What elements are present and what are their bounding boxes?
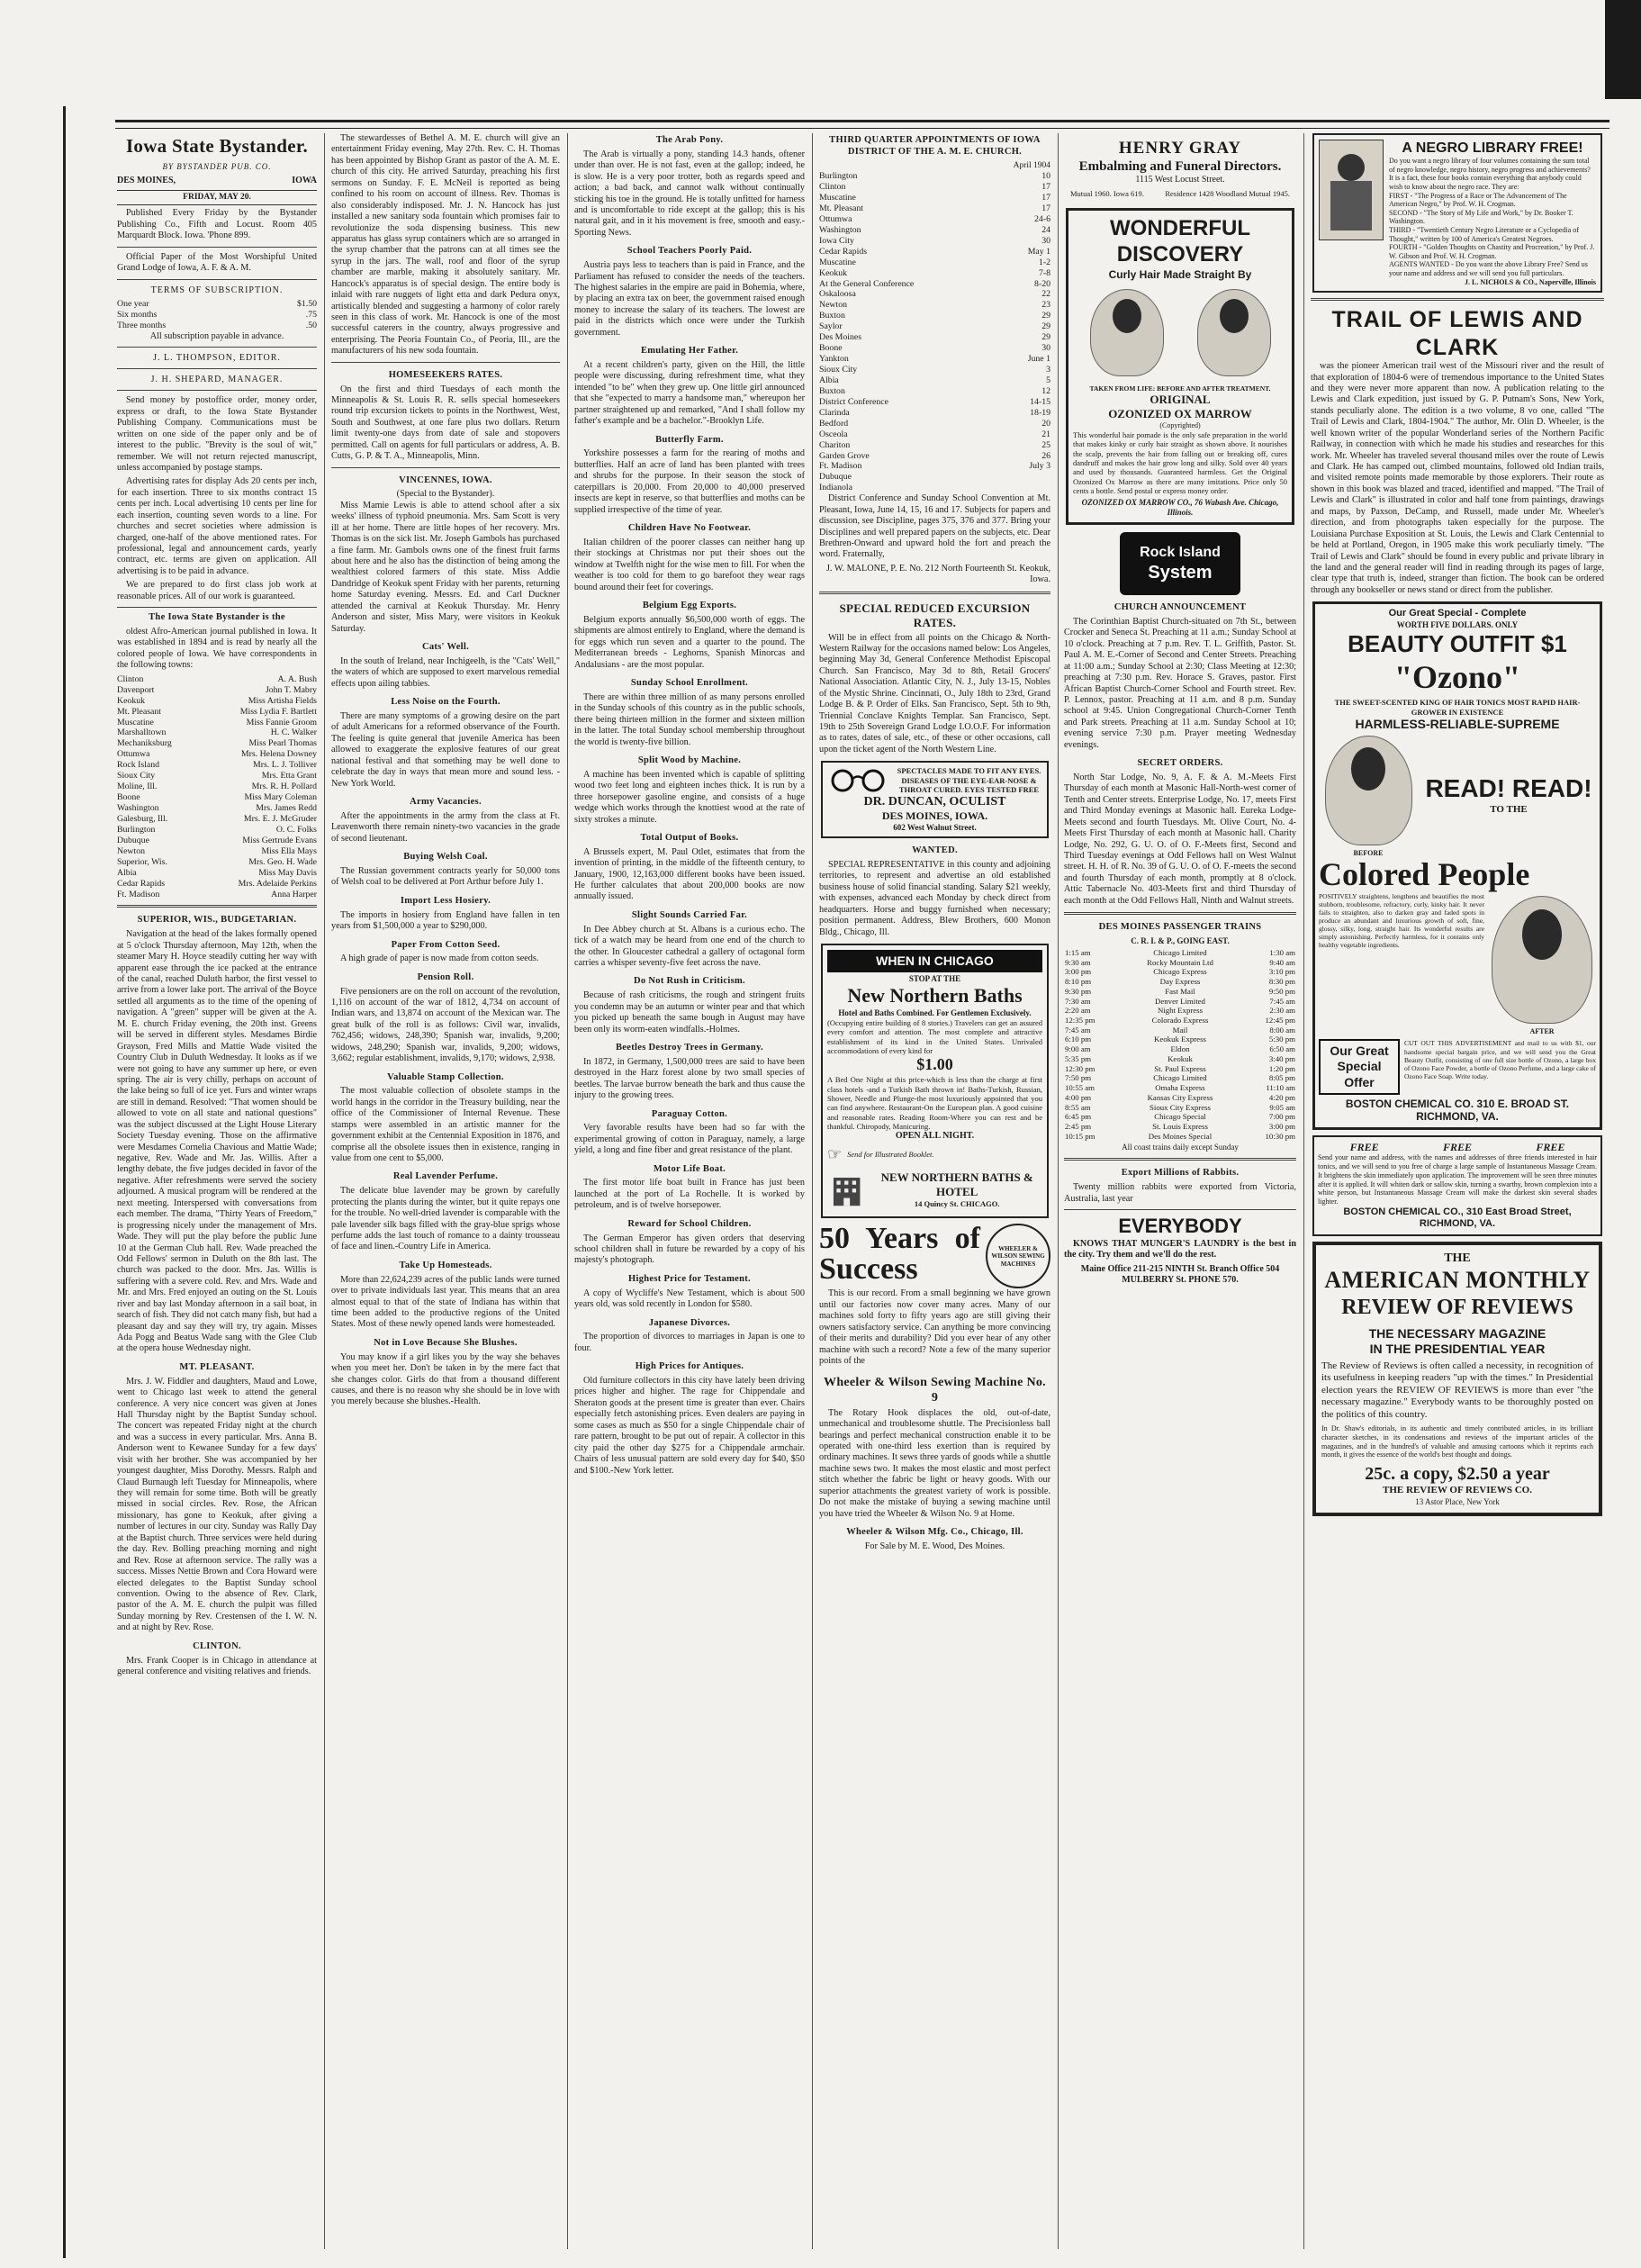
free-sample-ad bbox=[1312, 1135, 1602, 1236]
ozono-harmless: HARMLESS-RELIABLE-SUPREME bbox=[1355, 717, 1560, 731]
gray-phone2: Residence 1428 Woodland Mutual 1945. bbox=[1165, 188, 1290, 198]
superior-article: Navigation at the head of the lakes formally opened at 5 o'clock Thursday afternoon, May 12th, when the steamer Mary H. Hoyce steadily cutting her way with apparent ease through the ice packed at the entrance of the canal, reached Duluth harbor, the first vessel to arrive from a lower lake port. The arrival of the Boyce settled all arguments as to the time of the opening of navigation. A "green" supper will be given at the A. M. E. church Friday evening, the 20th inst. Greens will be served in different styles. Mesdames Birdie Grayson, Fred Mills and Mattie Wade visited the Country Club in Duluth Wednesday. It looks as if we were not going to have any summer up here, or even spring. The air is very chilly, perhaps on account of the lake being so full of ice yet. Furs and winter wraps are still in demand. Resolved: "That women should be allowed to vote on all state and national questions" was the subject discussed at the Light House Literary Society Tuesday evening. Those on the affirmative were Mesdames Cornelia Chavious and Mattie Wade; negative, Rev. Wade and Mr. Jas. Willis. After a lengthy debate, the five judges decided in favor of the negative. After refreshments were served the society adjourned. A musical program will be rendered at the next meeting. Interspersed with conversations from each member. The drama, "Thirty Years of Freedom," is progressing nicely under the management of Mrs. Wade. They will put the play before the public June 10 at the German Club hall. Rev. Wade preached the Odd Fellows' sermon in Duluth on the 8th last. The church was packed to the door. Mrs. Jas. Willis is suffering with a severe cold. Rev. and Mrs. Wade and Mr. and Mrs. Fred enjoyed an outing on the St. Louis river and bay last Monday afternoon in a sail boat, in search of fish. They did not catch many fish, but had a pleasant day and say they will try, try again. Misses Ada Pogg and Beatus Wade sang with the Glee Club at the opera house Wednesday night. bbox=[117, 929, 317, 1354]
church-headline: CHURCH ANNOUNCEMENT bbox=[1114, 602, 1247, 613]
about-title: The Iowa State Bystander is the bbox=[149, 612, 285, 623]
review-address: 13 Astor Place, New York bbox=[1415, 1496, 1500, 1506]
free-signature: BOSTON CHEMICAL CO., 310 East Broad Street, RICHMOND, VA. bbox=[1343, 1206, 1572, 1230]
teachers-article: Austria pays less to teachers than is paid in France, and the Parliament has refused to consider the needs of the teachers. The highest salaries in the empire are paid in Bohemia, where, by placing an extra tax on beer, the government raised enough money to increase the salary of its teachers. The lowest are paid in the districts which once were under the Turkish government. bbox=[574, 260, 805, 338]
library-book-3: THIRD - "Twentieth Century Negro Literature or a Cyclopedia of Thought," written by 100 of America's Greatest Negroes. bbox=[1389, 225, 1579, 243]
butterfly-article: Yorkshire possesses a farm for the rearing of moths and butterflies. Half an acre of land has been planted with trees and shrubs for the purpose. In their season the stock of caterpillars is 20,000. From 20,000 to 40,000 preserved insects are kept in reserve, so that butterflies and moths can be supplied irrespective of the time of year. bbox=[574, 448, 805, 515]
chicago-address: 14 Quincy St. CHICAGO. bbox=[914, 1199, 1000, 1209]
table-row: 2:45 pm St. Louis Express 3:00 pm bbox=[1065, 1121, 1295, 1131]
ozono-after-portrait bbox=[1492, 896, 1592, 1024]
table-row: 6:45 pm Chicago Special 7:00 pm bbox=[1065, 1112, 1295, 1122]
father-headline: Emulating Her Father. bbox=[640, 346, 739, 357]
homeseekers-article: On the first and third Tuesdays of each month the Minneapolis & St. Louis R. R. sells special homeseekers round trip excursion tickets to points in the Northwest, West, South and Southwest, at one fare plus two dollars. Return limit twenty-one days from date of sale and stopovers permitted. Call on agents for full particulars or address, A. B. Cutts, G. P. & T. A., Minneapolis, Minn. bbox=[331, 384, 560, 462]
secret-article: North Star Lodge, No. 9, A. F. & A. M.-Meets First Thursday of each month at Masonic Hall-North-west corner of Tenth and Center streets. Enterprise Lodge, No. 17, meets First and Third Monday evenings at Masonic hall. Eureka Lodge-Meets second and fourth Tuesdays. Mt. Olive Court, No. 4-Meets First Thursday of each month at Masonic hall. Charity Lodge, No. 292, G. U. O. of O. F.-Meets first, Second and Third Tuesday evenings at Odd Fellows hall on West Walnut street. H. H. of R. No. 39 of G. U. O. of O. F.-meets the second and fourth Thursday of each month, promptly at 8 o'clock. Attic Tabernacle No. 403-Meets first and third Thursday of each month at the Odd Fellows Hall, Ninth and Walnut streets. bbox=[1064, 772, 1296, 906]
ozono-before-label: BEFORE bbox=[1353, 849, 1384, 858]
table-row: Sioux City 3 bbox=[819, 365, 1050, 375]
noise-article: There are many symptoms of a growing desire on the part of adult Americans for a reformed observance of the Fourth. The feeling is quite general that juvenile America has been allowed to exaggerate the explosive features of our great national festival and that something may be well done to celebrate the day in ways that mean more and sound less. -New York World. bbox=[331, 711, 560, 789]
appointments-signature: J. W. MALONE, P. E. No. 212 North Fourteenth St. Keokuk, Iowa. bbox=[825, 563, 1050, 585]
pension-headline: Pension Roll. bbox=[417, 971, 474, 982]
free-label: FREE bbox=[1536, 1140, 1565, 1153]
column-divider bbox=[1058, 133, 1059, 2249]
church-article: The Corinthian Baptist Church-situated on 7th St., between Crocker and Seneca St. Preaching at 11 a.m.; Sunday School at 10 o'clock. Preaching at 7 p.m. Rev. T. L. Griffith, Pastor. St. Paul A. M. E.-Corner of Second and Center Streets. Preaching at 11:00 a.m.; Sunday School at 2:30; Class Meeting at 12:30; preaching at 7:30 p.m. Rev. Horace S. Graves, pastor. First African Baptist Church-Corner School and Fourth street. Rev. P. Lennox, pastor. Preaching at 11 a.m. and 8 p.m. Sunday school at 9:45. Union Congregational Church-Corner Tenth and Park streets. Preaching at 11 a.m. Sunday School at 10; evening service 7:30 p.m. Prayer meeting Wednesday evenings. bbox=[1064, 616, 1296, 750]
lavender-article: The delicate blue lavender may be grown by carefully protecting the plants during the winter, but it quite repays one for the trouble. No well-dried lavender is comparable with the pale lavender silk bags filled with the gray-blue sprigs whose perfume adds the last touch of romance to a dainty trousseau of face and linen.-Country Life in America. bbox=[331, 1186, 560, 1252]
agents-list bbox=[117, 674, 317, 900]
blushes-article: You may know if a girl likes you by the way she behaves when you meet her. Don't be taken in by the mere fact that she changes color. Girls do that from a thousand different causes, and there is no reason why she should be in love with you merely because she blushes.-Health. bbox=[331, 1351, 560, 1407]
masthead-state: IOWA bbox=[292, 175, 317, 185]
pointing-hand-icon: ☞ bbox=[827, 1144, 843, 1163]
ozono-subtitle: THE SWEET-SCENTED KING OF HAIR TONICS MOST RAPID HAIR-GROWER IN EXISTENCE bbox=[1334, 698, 1581, 717]
vincennes-subhead: (Special to the Bystander). bbox=[396, 489, 495, 500]
ozono-before-portrait bbox=[1325, 736, 1412, 845]
catswell-headline: Cats' Well. bbox=[421, 642, 470, 653]
table-row: Mt. Pleasant 17 bbox=[819, 203, 1050, 213]
table-row: Muscatine 17 bbox=[819, 193, 1050, 203]
table-row: Clarinda 18-19 bbox=[819, 407, 1050, 418]
list-item: Sioux City Mrs. Etta Grant bbox=[117, 771, 317, 782]
reward-headline: Reward for School Children. bbox=[627, 1218, 752, 1229]
table-row: Chariton 25 bbox=[819, 439, 1050, 450]
books-headline: Total Output of Books. bbox=[640, 832, 739, 843]
review-title2: REVIEW OF REVIEWS bbox=[1341, 1295, 1573, 1319]
list-item: Boone Miss Mary Coleman bbox=[117, 792, 317, 803]
everybody-body: KNOWS THAT MUNGER'S LAUNDRY is the best in the city. Try them and we'll do the rest. bbox=[1064, 1238, 1296, 1261]
free-body: Send your name and address, with the names and addresses of three friends interested in hair tonics, and we will send to you free of charge a large sample of Instantaneous Massage Cream. It brightens the skin immediately upon application. The improvement will be seen three minutes after it is applied. It will whiten dark or sallow skin, turning a swarthy, brown complexion into a white person, but Instantaneous Massage Cream will make the darkest skin several shades lighter. bbox=[1318, 1153, 1597, 1206]
secret-headline: SECRET ORDERS. bbox=[1137, 758, 1223, 769]
scan-dark-corner bbox=[1605, 0, 1641, 99]
catswell-article: In the south of Ireland, near Inchigeelh, is the "Cats' Well," the waters of which are supposed to exert marvelous remedial effects upon ailing tabbies. bbox=[331, 655, 560, 689]
trail-article: was the pioneer American trail west of the Missouri river and the result of that exploration of 1804-6 were of tremendous importance to the United States and they were never more apparent than now. A publication relating to the Lewis and Clark expedition, just issued by G. P. Putnam's Sons, New York, stands peculiarly alone. The edition is a two volume, 8 vo one, called "The Trail of Lewis and Clark, 1804-1904." The author, Mr. Olin D. Wheeler, is the well known writer of the popular Wonderland series of the Northern Pacific Railway, in connection with which he made his studies and researches for this work. Mr. Wheeler has traveled several thousand miles over the route of Lewis and Clark. He has camped out, climbed mountains, followed old Indian trails, and visited remote points made memorable by those explorers. Their route as shown in this book was blazed and traced, identified and mapped. "The Trail of Lewis and Clark" is illustrated in color and half tone from paintings, drawings and maps, by Paxson, DeCamp, and Russell, made under Mr. Wheeler's direction, and from photographs taken especially for the purpose. The Louisiana Purchase Exposition at St. Louis, the Lewis and Clark Centennial to be held at Portland, Oregon, in 1905 make this work peculiarly timely. "The Trail of Lewis and Clark" should be found in every public and private library in the land and the general reader will find in reading through its pages of large, clear type that truth is, indeed, stranger than fiction. The book can be ordered through any bookseller or news stand or direct from the publisher. bbox=[1311, 361, 1604, 595]
hosiery-article: The imports in hosiery from England have fallen in ten years from $1,500,000 a year to $290,000. bbox=[331, 909, 560, 932]
rates-article: Will be in effect from all points on the Chicago & North-Western Railway for the occasions named below: Los Angeles, beginning May 3d, General Conference Methodist Episcopal Church. San Francisco, May 3d to 8th, Retail Grocers' National Association. Atlantic City, N. J., July 13-15, Nobles of the Mystic Shrine. Cincinnati, O., July 18th to 23rd, Grand Lodge B. & P. Order of Elks. San Francisco, Sept. 5th to 9th, Triennial Conclave Knights Templar. San Francisco, Sept. 19th to 25th Sovereign Grand Lodge I.O.O.F. For information as to rates, dates of sale, etc., of these or other occasions, call upon the ticket agent of the North Western Line. bbox=[819, 632, 1050, 754]
table-row: One year $1.50 bbox=[117, 298, 317, 309]
column-divider bbox=[1303, 133, 1304, 2249]
library-signature: J. L. NICHOLS & CO., Naperville, Illinois bbox=[1464, 277, 1596, 286]
about-paragraph: oldest Afro-American journal published in Iowa. It was established in 1894 and is read by nearly all the colored people of Iowa. We have correspondents in the following towns: bbox=[117, 627, 317, 671]
library-title: A NEGRO LIBRARY FREE! bbox=[1402, 140, 1583, 156]
footwear-headline: Children Have No Footwear. bbox=[627, 523, 752, 533]
ox-marrow-ad bbox=[1066, 208, 1294, 525]
list-item: Ottumwa Mrs. Helena Downey bbox=[117, 749, 317, 760]
column-4 bbox=[819, 133, 1050, 2249]
ozono-offer: CUT OUT THIS ADVERTISEMENT and mail to us with $1, our handsome special bargain price, and we will send you the Great Beauty Outfit, consisting of one full size bottle of Ozono, a large box of Ozono Face Powder, a bottle of Ozono Perfume, and a large cake of Ozono Face Soap. Write today. bbox=[1404, 1039, 1596, 1080]
trail-headline: TRAIL OF LEWIS AND CLARK bbox=[1331, 307, 1583, 360]
marrow-name2: OZONIZED OX MARROW bbox=[1108, 407, 1252, 421]
optician-address: 602 West Walnut Street. bbox=[893, 823, 977, 833]
table-row: 3:00 pm Chicago Express 3:10 pm bbox=[1065, 967, 1295, 977]
list-item: Dubuque Miss Gertrude Evans bbox=[117, 835, 317, 845]
table-row: Albia 5 bbox=[819, 375, 1050, 385]
criticism-headline: Do Not Rush in Criticism. bbox=[634, 976, 745, 987]
vincennes-article: Miss Mamie Lewis is able to attend school after a six weeks' illness of typhoid pneumonia. Mrs. Sam Scott is very ill at her home. There are little hopes of her recovery. Mrs. Thomas is on the sick list. Mr. Joseph Gambols has purchased a fine farm. Mr. Gambols owns one of the finest fruit farms about here and he also has the distinction of being among the wealthiest colored farmers of this state. Miss Addie Dandridge of Keokuk spent Friday with her parents, returning home Saturday evening. Messrs. Ed. and Carl Duckner attended the carnival at Keokuk Thursday. Mr. Henry Anderson and sister, Miss Mary, were visitors in Keokuk Saturday. bbox=[331, 500, 560, 634]
table-row: Ottumwa 24-6 bbox=[819, 213, 1050, 224]
table-row: Cedar Rapids May 1 bbox=[819, 246, 1050, 257]
table-row: Washington 24 bbox=[819, 224, 1050, 235]
gray-phone1: Mutual 1960. Iowa 619. bbox=[1070, 188, 1144, 198]
correspondence-notice: Send money by postoffice order, money order, express or draft, to the Iowa State Bystander Publishing Company. Communications must be written on one side of the paper only and be of interest to the public. "Brevity is the soul of wit," remember. We will not return rejected manuscript, unless accompanied by postage stamps. bbox=[117, 395, 317, 473]
divorces-article: The proportion of divorces to marriages in Japan is one to four. bbox=[574, 1332, 805, 1353]
official-notice: Official Paper of the Most Worshipful United Grand Lodge of Iowa, A. F. & A. M. bbox=[117, 251, 317, 274]
review-title1: AMERICAN MONTHLY bbox=[1324, 1266, 1591, 1293]
table-row: 9:00 am Eldon 6:50 am bbox=[1065, 1044, 1295, 1054]
eggs-article: Belgium exports annually $6,500,000 worth of eggs. The shipments are almost entirely to England, where the demand is for eggs which run seven and a quarter to the pound. The Mediterranean breeds - Leghorns, Spanish Minorcas and Andalusians - are the most popular. bbox=[574, 614, 805, 670]
paraguay-article: Very favorable results have been had so far with the experimental growing of cotton in Paraguay, namely, a large yield, a long and fine fiber and great resistance of the plant. bbox=[574, 1123, 805, 1156]
table-row: Buxton 29 bbox=[819, 311, 1050, 321]
masthead-date: FRIDAY, MAY 20. bbox=[117, 190, 317, 206]
library-agents: AGENTS WANTED - Do you want the above Library Free? Send us your name and address and we will send you full particulars. bbox=[1389, 260, 1588, 277]
marrow-caption: TAKEN FROM LIFE: BEFORE AND AFTER TREATMENT. bbox=[1089, 384, 1271, 393]
sounds-article: In Dee Abbey church at St. Albans is a curious echo. The tick of a watch may be heard from one end of the church to the other. In Gloucester cathedral a gallery of octagonal form carries a whisper seventy-five feet across the nave. bbox=[574, 924, 805, 969]
review-price: 25c. a copy, $2.50 a year bbox=[1365, 1464, 1550, 1485]
review-the: THE bbox=[1444, 1251, 1471, 1265]
spectacles-icon bbox=[826, 767, 889, 794]
ozono-body: POSITIVELY straightens, lengthens and beautifies the most stubborn, troublesome, refractory, curly, kinky hair. It never fails to straighten, also to darken gray and faded spots in produce an abundant and luxurious growth of soft, fine, glossy, silky, long, straight hair. Its wonderful results are simply astonishing. Perfectly harmless, for it contains only healthy vegetable ingredients. bbox=[1319, 891, 1484, 950]
ozono-read: READ! READ! bbox=[1425, 774, 1592, 803]
gray-address: 1115 West Locust Street. bbox=[1135, 175, 1225, 185]
hotel-building-icon bbox=[827, 1167, 866, 1212]
table-row: Iowa City 30 bbox=[819, 235, 1050, 246]
marrow-title2: DISCOVERY bbox=[1116, 242, 1244, 267]
hosiery-headline: Import Less Hosiery. bbox=[400, 895, 491, 906]
mtpleasant-headline: MT. PLEASANT. bbox=[179, 1361, 255, 1372]
homesteads-headline: Take Up Homesteads. bbox=[399, 1260, 492, 1270]
beetles-article: In 1872, in Germany, 1,500,000 trees are said to have been destroyed in the Harz forest alone by two small species of beetles. The larvae burrow beneath the bark and thus cause the injury to the growing trees. bbox=[574, 1056, 805, 1101]
sounds-headline: Slight Sounds Carried Far. bbox=[631, 909, 748, 920]
list-item: Mechaniksburg Miss Pearl Thomas bbox=[117, 738, 317, 749]
editor-line: J. L. THOMPSON, EDITOR. bbox=[153, 352, 281, 363]
ozono-ad bbox=[1312, 601, 1602, 1130]
chicago-open: OPEN ALL NIGHT. bbox=[895, 1131, 975, 1142]
table-row: Saylor 29 bbox=[819, 321, 1050, 332]
review-head2: IN THE PRESIDENTIAL YEAR bbox=[1369, 1341, 1546, 1356]
welsh-article: The Russian government contracts yearly for 50,000 tons of Welsh coal to be delivered at Port Arthur before July 1. bbox=[331, 865, 560, 888]
optician-city: DES MOINES, IOWA. bbox=[881, 809, 988, 823]
homeseekers-headline: HOMESEEKERS RATES. bbox=[388, 369, 503, 380]
optician-name: DR. DUNCAN, OCULIST bbox=[863, 795, 1006, 809]
appointments-headline: THIRD QUARTER APPOINTMENTS OF IOWA DISTRICT OF THE A. M. E. CHURCH. bbox=[829, 135, 1041, 157]
chicago-body: (Occupying entire building of 8 stories.) Travelers can get an assured every comfort and attention. The most complete and attractive establishment of its kind in the United States. Unrivaled accommodations of every kind for bbox=[827, 1017, 1042, 1055]
table-row: 7:50 pm Chicago Limited 8:05 pm bbox=[1065, 1073, 1295, 1083]
army-headline: Army Vacancies. bbox=[410, 797, 482, 808]
list-item: Davenport John T. Mabry bbox=[117, 684, 317, 695]
homesteads-article: More than 22,624,239 acres of the public lands were turned over to private individuals last year. This means that an area almost equal to that of the state of Indiana has within that time been added to the productive regions of the United States. Most of these newly opened lands were homesteaded. bbox=[331, 1274, 560, 1330]
testament-headline: Highest Price for Testament. bbox=[628, 1273, 751, 1284]
table-row: 7:30 am Denver Limited 7:45 am bbox=[1065, 996, 1295, 1006]
books-article: A Brussels expert, M. Paul Otlet, estimates that from the invention of printing, in the middle of the fifteenth century, to January, 1900, 12,163,000 different books have been issued. He further calculates that about 200,000 books are now annually issued. bbox=[574, 846, 805, 902]
wanted-article: SPECIAL REPRESENTATIVE in this county and adjoining territories, to represent and advertise an old established business house of solid financial standing. Salary $21 weekly, with expenses, advanced each Monday by check direct from headquarters. Horse and buggy furnished when necessary; position permanent. Address, Blew Brothers, 600 Monon Bldg., Chicago, Ill. bbox=[819, 859, 1050, 937]
column-divider bbox=[324, 133, 325, 2249]
table-row: Indianola bbox=[819, 483, 852, 493]
library-book-2: SECOND - "The Story of My Life and Work," by Dr. Booker T. Washington. bbox=[1389, 208, 1573, 226]
rock-line1: Rock Island bbox=[1140, 545, 1221, 561]
list-item: Clinton A. A. Bush bbox=[117, 673, 317, 684]
chicago-logo: NEW NORTHERN BATHS & HOTEL bbox=[880, 1170, 1033, 1199]
chicago-line1: WHEN IN CHICAGO bbox=[827, 950, 1042, 972]
negro-library-ad bbox=[1312, 133, 1602, 293]
chicago-price: $1.00 bbox=[916, 1055, 953, 1074]
noise-headline: Less Noise on the Fourth. bbox=[391, 697, 500, 708]
list-item: Marshalltown H. C. Walker bbox=[117, 727, 317, 738]
henry-gray-ad bbox=[1066, 133, 1294, 203]
chicago-sub: Hotel and Baths Combined. For Gentlemen Exclusively. bbox=[838, 1007, 1032, 1017]
table-row: 9:30 pm Fast Mail 9:50 pm bbox=[1065, 986, 1295, 996]
superior-headline: SUPERIOR, WIS., BUDGETARIAN. bbox=[137, 915, 297, 926]
gray-line1: Embalming and Funeral Directors. bbox=[1078, 159, 1282, 175]
success-body2: The Rotary Hook displaces the old, out-of-date, unmechanical and troublesome shuttle. The Precisionless ball bearings and perfect mechanical construction enable it to be operated with one-third less exertion than is required by ordinary machines. It sews three yards of goods while a shuttle machine sews two. It makes the most elastic and most perfect stitch whether the fabric be light or heavy goods. With our superior attachments the greatest variety of work is possible. Do not make the mistake of buying a sewing machine until you have tried the Wheeler & Wilson No. 9 at Home. bbox=[819, 1407, 1050, 1519]
lifeboat-article: The first motor life boat built in France has just been launched at the port of La Rochelle. It is worked by petroleum, and is of twelve horsepower. bbox=[574, 1178, 805, 1211]
rabbits-article: Twenty million rabbits were exported from Victoria, Australia, last year bbox=[1064, 1182, 1296, 1204]
list-item: Rock Island Mrs. L. J. Tolliver bbox=[117, 760, 317, 771]
sunday-headline: Sunday School Enrollment. bbox=[630, 677, 749, 688]
advertising-rates: Advertising rates for display Ads 20 cents per inch, for each insertion. Three to six months contract 15 cents per inch. Local advertising 10 cents per line for each insertion, counting seven words to a line. For churches and secret societies where admission is charged, one-half of the above mentioned rates. For professional, legal and announcement cards, yearly contract, etc. terms are given on application. All advertising is to be paid in advance. bbox=[117, 476, 317, 576]
paraguay-headline: Paraguay Cotton. bbox=[651, 1108, 728, 1119]
marrow-copyright: (Copyrighted) bbox=[1159, 421, 1201, 430]
pension-article: Five pensioners are on the roll on account of the revolution, 1,116 on account of the war of 1812, 4,734 on account of Indian wars, and 13,874 on account of the Mexican war. The great bulk of the roll is as follows: Civil war, invalids, 762,456; widows, 248,390; Spanish war, invalids, 9,200; widows, 248,290; Spanish war, invalids, 9,200; widows, 3,662; regular establishment, invalids, 9,170; widows, 2,938. bbox=[331, 986, 560, 1064]
pony-headline: The Arab Pony. bbox=[655, 135, 724, 145]
review-of-reviews-ad bbox=[1312, 1242, 1602, 1516]
ozono-after-label: AFTER bbox=[1529, 1026, 1555, 1035]
stamp-article: The most valuable collection of obsolete stamps in the world hangs in the corridor in the Treasury building, near the office of the Commissioner of Internal Revenue. These stamps were assembled in an artistic manner for the government exhibit at the Centennial Exposition in 1876, and comprise all the obsolete issues then in existence, ranging in value from one cent to $5,000. bbox=[331, 1086, 560, 1164]
table-row: 5:35 pm Keokuk 3:40 pm bbox=[1065, 1053, 1295, 1063]
table-row: Muscatine 1-2 bbox=[819, 257, 1050, 267]
table-row: Newton 23 bbox=[819, 300, 1050, 311]
table-row: 9:30 am Rocky Mountain Ltd 9:40 am bbox=[1065, 957, 1295, 967]
army-article: After the appointments in the army from the class at Ft. Leavenworth there remain ninety-two vacancies in the grade of second lieutenant. bbox=[331, 810, 560, 844]
marrow-subtitle: Curly Hair Made Straight By bbox=[1108, 267, 1252, 281]
masthead-publisher: BY BYSTANDER PUB. CO. bbox=[162, 161, 272, 171]
optician-ad bbox=[821, 761, 1049, 838]
ozono-beauty: BEAUTY OUTFIT $1 bbox=[1348, 629, 1567, 657]
train-timetable bbox=[1064, 948, 1296, 1141]
column-divider bbox=[812, 133, 813, 2249]
free-label: FREE bbox=[1349, 1140, 1379, 1153]
teachers-headline: School Teachers Poorly Paid. bbox=[627, 246, 753, 257]
list-item: Moline, Ill. Mrs. R. H. Pollard bbox=[117, 782, 317, 792]
trains-headline: DES MOINES PASSENGER TRAINS bbox=[1098, 922, 1262, 933]
optician-line1: SPECTACLES MADE TO FIT ANY EYES. bbox=[897, 766, 1041, 776]
everybody-headline: EVERYBODY bbox=[1118, 1215, 1242, 1238]
table-row: Keokuk 7-8 bbox=[819, 267, 1050, 278]
blushes-headline: Not in Love Because She Blushes. bbox=[374, 1337, 518, 1348]
list-item: Burlington O. C. Folks bbox=[117, 824, 317, 835]
table-row: Osceola 21 bbox=[819, 429, 1050, 439]
criticism-article: Because of rash criticisms, the rough and stringent fruits you condemn may be an autumn or winter pear and that which you picked up beneath the same bough in August may have been only its worm-eaten windfalls.-Holmes. bbox=[574, 990, 805, 1035]
table-row: Oskaloosa 22 bbox=[819, 289, 1050, 300]
review-body2: In Dr. Shaw's editorials, in its authentic and timely contributed articles, in its brilliant character sketches, in its condensations and reviews of the important articles of the magazines, and in the hundred's of valuable and amusing cartoons which it reprints each month, it gives the essence of the world's best thought and doings. bbox=[1321, 1424, 1593, 1459]
table-row: 1:15 am Chicago Limited 1:30 am bbox=[1065, 948, 1295, 957]
success-body: This is our record. From a small beginning we have grown until our factories now cover many acres. Many of our machines sold forty to fifty years ago are still giving their owners satisfactory service. Can anything be more convincing of their merits and durability? Did you ever hear of any other machine with such a record? Note a few of the many superior points of the bbox=[819, 1288, 1050, 1367]
marrow-signature: OZONIZED OX MARROW CO., 76 Wabash Ave. Chicago, Illinois. bbox=[1081, 498, 1279, 518]
table-row: Ft. Madison July 3 bbox=[819, 461, 1050, 472]
marrow-name1: ORIGINAL bbox=[1150, 393, 1211, 407]
trains-subhead: C. R. I. & P., GOING EAST. bbox=[1131, 936, 1230, 946]
lifeboat-headline: Motor Life Boat. bbox=[653, 1163, 726, 1174]
ozono-top: Our Great Special - Complete bbox=[1388, 608, 1527, 619]
rock-line2: System bbox=[1148, 562, 1213, 583]
table-row: 10:15 pm Des Moines Special 10:30 pm bbox=[1065, 1131, 1295, 1141]
column-3 bbox=[574, 133, 805, 2249]
published-notice: Published Every Friday by the Bystander Publishing Co., Fifth and Locust. Room 405 Marquardt Block. Iowa. 'Phone 899. bbox=[117, 208, 317, 241]
masthead-city: DES MOINES, bbox=[117, 175, 176, 185]
after-portrait bbox=[1197, 289, 1271, 376]
table-row: 10:55 am Omaha Express 11:10 am bbox=[1065, 1083, 1295, 1093]
table-row: 12:35 pm Colorado Express 12:45 pm bbox=[1065, 1016, 1295, 1026]
ozono-worth: WORTH FIVE DOLLARS. ONLY bbox=[1396, 619, 1519, 629]
lavender-headline: Real Lavender Perfume. bbox=[392, 1171, 499, 1182]
list-item: Superior, Wis. Mrs. Geo. H. Wade bbox=[117, 856, 317, 867]
table-row: 4:00 pm Kansas City Express 4:20 pm bbox=[1065, 1092, 1295, 1102]
table-row: 2:20 am Night Express 2:30 am bbox=[1065, 1006, 1295, 1016]
list-item: Albia Miss May Davis bbox=[117, 867, 317, 878]
column-5 bbox=[1064, 133, 1296, 2249]
review-body: The Review of Reviews is often called a necessity, in recognition of its usefulness in keeping readers "up with the times." In Presidential election years the REVIEW OF REVIEWS is more than ever "the necessary magazine." Everybody wants to be thoroughly posted on the politics of this country. bbox=[1321, 1360, 1593, 1420]
ozono-colored: Colored People bbox=[1319, 855, 1530, 892]
terms-note: All subscription payable in advance. bbox=[149, 330, 284, 341]
eggs-headline: Belgium Egg Exports. bbox=[642, 600, 737, 610]
table-row: Six months .75 bbox=[117, 309, 317, 320]
list-item: Muscatine Miss Fannie Groom bbox=[117, 717, 317, 727]
ozono-offer-title: Our Great Special Offer bbox=[1319, 1039, 1400, 1094]
ozono-signature: BOSTON CHEMICAL CO. 310 E. BROAD ST. RICHMOND, VA. bbox=[1345, 1097, 1570, 1124]
table-row: Buxton 12 bbox=[819, 385, 1050, 396]
gray-name: HENRY GRAY bbox=[1118, 139, 1242, 158]
table-row: Garden Grove 26 bbox=[819, 450, 1050, 461]
clinton-article: Mrs. Frank Cooper is in Chicago in attendance at general conference and visiting relatives and friends. bbox=[117, 1655, 317, 1676]
wheeler-wilson-ad bbox=[819, 1224, 1050, 1288]
masthead-location bbox=[117, 176, 317, 186]
table-row: District Conference 14-15 bbox=[819, 396, 1050, 407]
table-row: Bedford 20 bbox=[819, 418, 1050, 429]
top-rule bbox=[115, 120, 1609, 129]
manager-line: J. H. SHEPARD, MANAGER. bbox=[150, 375, 284, 385]
success-dealer: For Sale by M. E. Wood, Des Moines. bbox=[864, 1541, 1005, 1551]
table-row: 12:30 pm St. Paul Express 1:20 pm bbox=[1065, 1063, 1295, 1073]
table-row: 6:10 pm Keokuk Express 5:30 pm bbox=[1065, 1035, 1295, 1044]
chicago-baths-ad bbox=[821, 944, 1049, 1219]
terms-title: TERMS OF SUBSCRIPTION. bbox=[150, 285, 284, 295]
optician-line2: DISEASES OF THE EYE-EAR-NOSE & THROAT CURED. EYES TESTED FREE bbox=[898, 775, 1040, 795]
table-row: Des Moines 29 bbox=[819, 332, 1050, 343]
trains-note: All coast trains daily except Sunday bbox=[1122, 1143, 1239, 1152]
butterfly-headline: Butterfly Farm. bbox=[655, 434, 724, 445]
review-signature: THE REVIEW OF REVIEWS CO. bbox=[1383, 1485, 1532, 1496]
success-model: Wheeler & Wilson Sewing Machine No. 9 bbox=[824, 1375, 1046, 1405]
column-6 bbox=[1311, 133, 1604, 2249]
list-item: Galesburg, Ill. Mrs. E. J. McGruder bbox=[117, 813, 317, 824]
welsh-headline: Buying Welsh Coal. bbox=[403, 852, 488, 863]
column-2 bbox=[331, 133, 560, 2249]
success-headline: 50 Years of Success bbox=[819, 1222, 980, 1287]
stamp-headline: Valuable Stamp Collection. bbox=[387, 1071, 504, 1082]
success-address: Wheeler & Wilson Mfg. Co., Chicago, Ill. bbox=[846, 1527, 1023, 1538]
terms-table bbox=[117, 299, 317, 331]
mtpleasant-article: Mrs. J. W. Fiddler and daughters, Maud and Lowe, went to Chicago last week to attend the general conference. A very nice concert was given at Jones Hall Thursday night by the Baptist Sunday school. The concert was repeated Friday night at the church and was a success in every particular. Mrs. Anna B. Anderson went to Kewanee Sunday for a few days' visit with her brother. She was accompanied by her youngest daughter, Miss Dorothy. Messrs. Ralph and Claud Burnaugh left Tuesday for Minneapolis, where they will remain for some time. Both will be greatly missed in social circles. Rev. Rose, the African missionary, has gone to Keokuk, after giving a number of lectures in our city. Sunday was Rally Day at the Baptist church. Three services were held during the day. Rev. Bolling preaching morning and night and Rev. Rose at afternoon service. The rally was a success. Misses Nettie Brown and Cora Howard were elected delegates to the Baptist Sunday school convention. Owing to the absence of Rev. Clark, pastor of the A. M. E. church the pulpit was filled Sunday morning by Rev. Crestensen of the I. W. N. and at night by Rev. Rose. bbox=[117, 1376, 317, 1633]
ozono-name: "Ozono" bbox=[1394, 659, 1520, 696]
review-head1: THE NECESSARY MAGAZINE bbox=[1368, 1325, 1546, 1341]
list-item: Ft. Madison Anna Harper bbox=[117, 889, 317, 899]
footwear-article: Italian children of the poorer classes can neither hang up their stockings at Christmas nor put their shoes out the window at Twelfth night for the wise men to fill. For when the weather is too cold for them to go barefoot they wear rags bound around their feet for coverings. bbox=[574, 537, 805, 592]
table-row: Dubuque bbox=[819, 472, 852, 483]
vincennes-headline: VINCENNES, IOWA. bbox=[399, 474, 492, 485]
appointments-month: April 1904 bbox=[1013, 160, 1050, 170]
clinton-headline: CLINTON. bbox=[193, 1640, 241, 1651]
marrow-body: This wonderful hair pomade is the only safe preparation in the world that makes kinky or curly hair straight as shown above. It nourishes the scalp, prevents the hair from falling out or breaking off, cures dandruff and makes the hair grow long and silky. Sold over 40 years and used by thousands. Guaranteed harmless. Get the Original Ozonized Ox Marrow as there are many imitations. Price only 50 cents a bottle. Send postal or express money order. bbox=[1073, 429, 1287, 495]
masthead-title: Iowa State Bystander. bbox=[125, 135, 309, 157]
reward-article: The German Emperor has given orders that deserving school children shall in future be rewarded by a copy of his majesty's photograph. bbox=[574, 1233, 805, 1266]
antiques-article: Old furniture collectors in this city have lately been driving prices higher and higher. The rage for Chippendale and Sheraton goods at the present time is greater than ever. Chairs especially fetch astonishing prices. Even dealers are paying in some cases as much as $50 for a single Chippendale chair of rare pattern, brought to be put out of repair. A collector in this city paid the other day $275 for a Chippendale armchair. Chairs of less unusual pattern are sold every day for $40, $50 and $100.-New York letter. bbox=[574, 1376, 805, 1476]
column-divider bbox=[567, 133, 568, 2249]
bethel-article: The stewardesses of Bethel A. M. E. church will give an entertainment Friday evening, May 27th. Rev. C. H. Thomas has been appointed by Bishop Grant as pastor of the A. M. E. church of this city. He arrived Saturday, preaching his first sermons on Sunday. F. E. McNeil is reported as being confined to his room on account of illness. Rev. Thomas is also considerably indisposed. Mr. J. N. Hancock has just installed a new sanitary soda fountain which promises fair to revolutionize the soda dispensing business. This new apparatus has glass syrup containers which are so arranged in the syrup chamber that the patrons can at all times see the syrup in the jars. The wall, roof and floor of the syrup chamber are marble, making it absolutely sanitary. Mr. Hancock's apparatus is of special design. The entire body is inlaid with rare nuggets of light etta and dark Pedura onyx, artistically blended and suggesting a harmony of color rarely seen in this class of work. Mr. Hancock is one of the most successful caterers in the country, always progressive and enterprising. The Peoria Fountain Co., of Peoria, Ill., are the manufacturers of his new soda fountain. bbox=[331, 133, 560, 357]
table-row: Burlington 10 bbox=[819, 171, 1050, 182]
table-row: Yankton June 1 bbox=[819, 354, 1050, 365]
list-item: Mt. Pleasant Miss Lydia F. Bartlett bbox=[117, 706, 317, 717]
free-label: FREE bbox=[1442, 1140, 1472, 1153]
table-row: 7:45 am Mail 8:00 am bbox=[1065, 1025, 1295, 1035]
chicago-send: Send for Illustrated Booklet. bbox=[847, 1150, 934, 1160]
table-row: Clinton 17 bbox=[819, 182, 1050, 193]
table-row: Boone 30 bbox=[819, 343, 1050, 354]
father-article: At a recent children's party, given on the Hill, the little people were discussing, during refreshment time, what they intended "to be" when they grew up. One little girl announced that she "expected to marry a handsome man," whereupon her partner straightened up and remarked, "And I shall follow my father's example and be a bachelor."-Brooklyn Life. bbox=[574, 359, 805, 427]
marrow-title1: WONDERFUL bbox=[1110, 216, 1250, 241]
wanted-headline: WANTED. bbox=[912, 845, 958, 856]
beetles-headline: Beetles Destroy Trees in Germany. bbox=[616, 1043, 763, 1053]
before-portrait bbox=[1090, 289, 1164, 376]
ozono-to: TO THE bbox=[1490, 804, 1528, 816]
wheeler-wilson-seal: WHEELER & WILSON SEWING MACHINES bbox=[986, 1224, 1050, 1288]
paper-article: A high grade of paper is now made from cotton seeds. bbox=[340, 953, 539, 964]
everybody-address: Maine Office 211-215 NINTH St. Branch Office 504 MULBERRY St. PHONE 570. bbox=[1080, 1263, 1280, 1285]
appointments-table bbox=[819, 171, 1050, 493]
library-book-4: FOURTH - "Golden Thoughts on Chastity and Procreation," by Prof. J. W. Gibson and Prof. W. H. Crogman. bbox=[1389, 243, 1595, 260]
pony-article: The Arab is virtually a pony, standing 14.3 hands, oftener under than over. He is not fast, even at the gallop; indeed, he is slow. He is a very poor trotter, both as regards speed and action; a bad back, and cannot walk without continually sticking his toe in the ground. He is totally unfitted for harness and is uncomfortable to ride except at the gallop; this is his natural gait, and in it his movement is free, smooth and easy.-Sporting News. bbox=[574, 149, 805, 238]
list-item: Washington Mrs. James Redd bbox=[117, 803, 317, 814]
antiques-headline: High Prices for Antiques. bbox=[635, 1361, 744, 1372]
paper-headline: Paper From Cotton Seed. bbox=[391, 939, 500, 950]
table-row: 8:55 am Sioux City Express 9:05 am bbox=[1065, 1102, 1295, 1112]
column-1 bbox=[117, 133, 317, 2249]
job-printing-notice: We are prepared to do first class job work at reasonable prices. All of our work is guaranteed. bbox=[117, 580, 317, 601]
table-row: At the General Conference 8-20 bbox=[819, 278, 1050, 289]
table-row: 8:10 pm Day Express 8:30 pm bbox=[1065, 977, 1295, 987]
rock-island-logo bbox=[1120, 532, 1240, 595]
split-headline: Split Wood by Machine. bbox=[637, 754, 742, 765]
divorces-headline: Japanese Divorces. bbox=[648, 1317, 731, 1328]
list-item: Keokuk Miss Artisha Fields bbox=[117, 695, 317, 706]
list-item: Newton Miss Ella Mays bbox=[117, 845, 317, 856]
rates-headline: SPECIAL REDUCED EXCURSION RATES. bbox=[839, 601, 1031, 629]
chicago-line2: STOP AT THE bbox=[908, 974, 961, 984]
appointments-note: District Conference and Sunday School Convention at Mt. Pleasant, Iowa, June 14, 15, 16 and 17. Subjects for papers and discussion, see Discipline, pages 375, 376 and 377. Bring your Disciplines and well prepared papers on the subjects, etc. Dear Brethren-Onward and upward hold the fort and preach the word. Fraternally, bbox=[819, 493, 1050, 560]
library-book-1: FIRST - "The Progress of a Race or The Advancement of The American Negro," by Prof. W. H. Crogman. bbox=[1389, 191, 1567, 209]
split-article: A machine has been invented which is capable of splitting wood two feet long and eighteen inches thick. It is run by a three horsepower gasoline engine, and consists of a huge wedge which works through the knottiest wood at the rate of sixty strokes a minute. bbox=[574, 769, 805, 825]
rabbits-headline: Export Millions of Rabbits. bbox=[1121, 1168, 1240, 1179]
table-row: Three months .50 bbox=[117, 320, 317, 330]
list-item: Cedar Rapids Mrs. Adelaide Perkins bbox=[117, 878, 317, 889]
chicago-body2: A Bed One Night at this price-which is less than the charge at first class hotels -and a Turkish Bath thrown in! Baths-Turkish, Russian, Shower, Needle and Plunge-the most luxuriously appointed that you can find anywhere. Restaurant-On the European plan. A good cuisine and reasonable rates. Reading Room-Where you can rest and be thankful. Chiropody, Manicuring. bbox=[827, 1075, 1042, 1131]
testament-article: A copy of Wycliffe's New Testament, which is about 500 years old, was sold recently in London for $580. bbox=[574, 1288, 805, 1310]
chicago-name: New Northern Baths bbox=[847, 983, 1023, 1007]
library-body: Do you want a negro library of four volumes containing the sum total of negro knowledge, negro history, negro progress and achievements? It is a fact, these four books contain everything that anybody could wish to know about the negro race. They are: bbox=[1389, 157, 1591, 191]
library-illustration bbox=[1319, 140, 1384, 240]
sunday-article: There are within three million of as many persons enrolled in the Sunday schools of this country as in the public schools, there being thirteen million in the former and sixteen million in the latter. The total Sunday school membership throughout the world is twenty-five billion. bbox=[574, 691, 805, 747]
